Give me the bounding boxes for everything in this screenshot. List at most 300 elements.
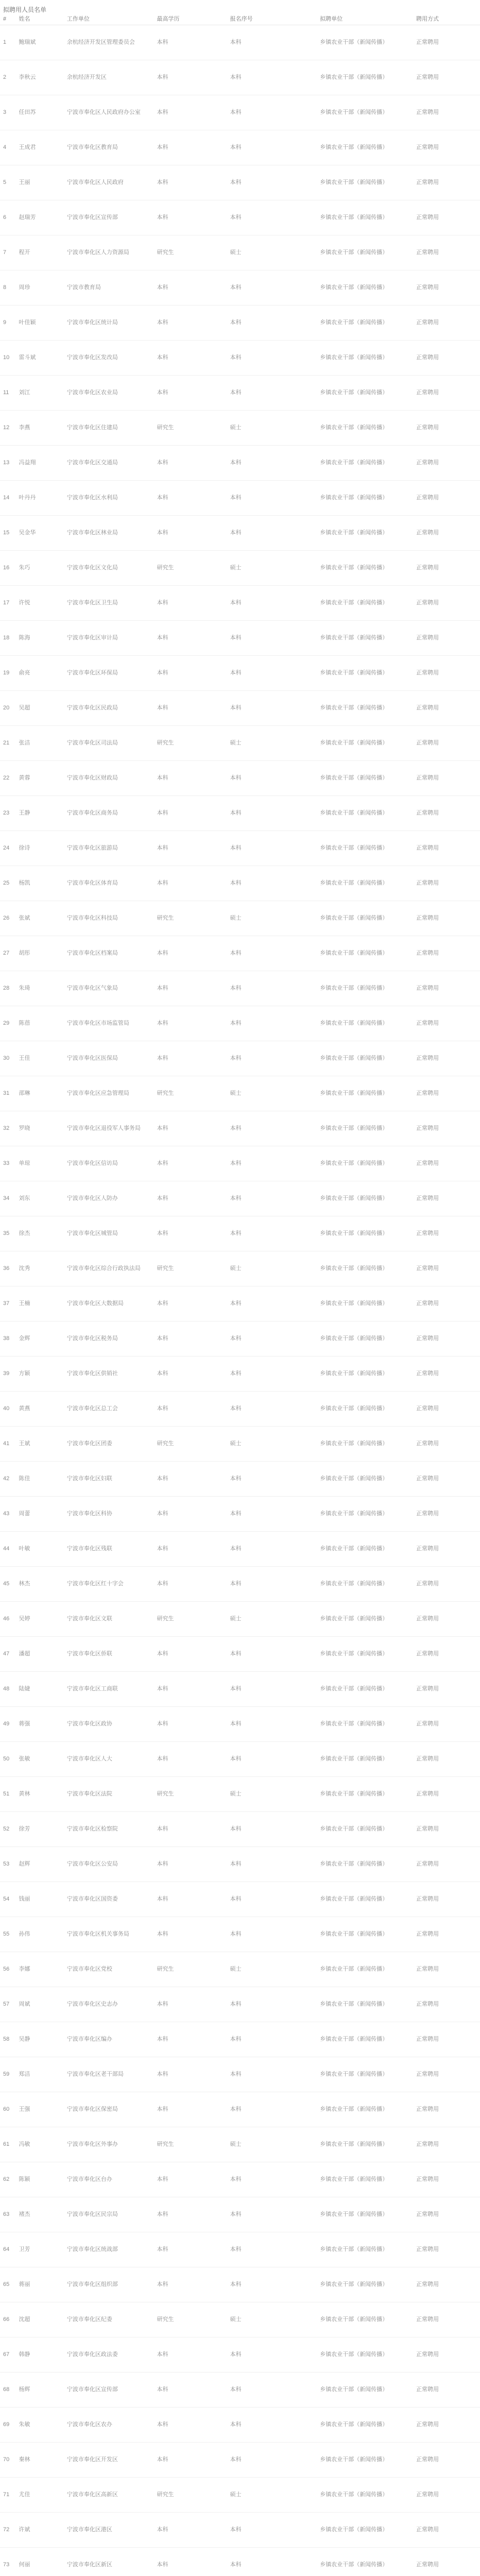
table-row xyxy=(0,796,480,831)
row-number: 4 xyxy=(0,130,18,165)
table-row xyxy=(0,25,480,60)
education: 研究生 xyxy=(156,411,229,446)
report-number: 本科 xyxy=(229,481,319,516)
education: 本科 xyxy=(156,60,229,95)
table-row xyxy=(0,2127,480,2162)
work-unit: 宁波市奉化区科技局 xyxy=(66,901,156,936)
hire-method: 正常聘用 xyxy=(415,200,480,235)
row-number: 8 xyxy=(0,270,18,306)
education: 本科 xyxy=(156,2337,229,2372)
row-number: 20 xyxy=(0,691,18,726)
report-number: 本科 xyxy=(229,1847,319,1882)
target-post: 乡镇农业干部（新闻传播） xyxy=(319,1707,415,1742)
hire-method: 正常聘用 xyxy=(415,2408,480,2443)
target-post: 乡镇农业干部（新闻传播） xyxy=(319,60,415,95)
report-number: 本科 xyxy=(229,1742,319,1777)
person-name: 杨辉 xyxy=(18,2372,66,2408)
work-unit: 宁波市奉化区旅游局 xyxy=(66,831,156,866)
education: 本科 xyxy=(156,1181,229,1216)
education: 本科 xyxy=(156,1111,229,1146)
target-post: 乡镇农业干部（新闻传播） xyxy=(319,2478,415,2513)
education: 本科 xyxy=(156,2092,229,2127)
row-number: 42 xyxy=(0,1462,18,1497)
education: 本科 xyxy=(156,2197,229,2232)
person-name: 吴金华 xyxy=(18,516,66,551)
target-post: 乡镇农业干部（新闻传播） xyxy=(319,1462,415,1497)
table-row xyxy=(0,2197,480,2232)
work-unit: 宁波市奉化区审计局 xyxy=(66,621,156,656)
header-no: # xyxy=(0,14,18,25)
hire-method: 正常聘用 xyxy=(415,586,480,621)
report-number: 本科 xyxy=(229,1672,319,1707)
row-number: 14 xyxy=(0,481,18,516)
table-row xyxy=(0,656,480,691)
table-row xyxy=(0,1392,480,1427)
report-number: 本科 xyxy=(229,1111,319,1146)
target-post: 乡镇农业干部（新闻传播） xyxy=(319,341,415,376)
hire-method: 正常聘用 xyxy=(415,901,480,936)
row-number: 39 xyxy=(0,1357,18,1392)
row-number: 37 xyxy=(0,1286,18,1321)
table-row xyxy=(0,376,480,411)
report-number: 本科 xyxy=(229,270,319,306)
header-number: 报名序号 xyxy=(229,14,319,25)
table-row xyxy=(0,726,480,761)
hire-method: 正常聘用 xyxy=(415,1672,480,1707)
person-name: 李燕 xyxy=(18,411,66,446)
person-name: 金辉 xyxy=(18,1321,66,1357)
education: 本科 xyxy=(156,1672,229,1707)
education: 本科 xyxy=(156,691,229,726)
work-unit: 宁波市奉化区住建局 xyxy=(66,411,156,446)
work-unit: 宁波市奉化区台办 xyxy=(66,2162,156,2197)
target-post: 乡镇农业干部（新闻传播） xyxy=(319,1111,415,1146)
hire-method: 正常聘用 xyxy=(415,691,480,726)
hire-method: 正常聘用 xyxy=(415,1497,480,1532)
report-number: 本科 xyxy=(229,1006,319,1041)
row-number: 70 xyxy=(0,2443,18,2478)
report-number: 硕士 xyxy=(229,411,319,446)
target-post: 乡镇农业干部（新闻传播） xyxy=(319,831,415,866)
row-number: 43 xyxy=(0,1497,18,1532)
person-name: 张斌 xyxy=(18,901,66,936)
target-post: 乡镇农业干部（新闻传播） xyxy=(319,2022,415,2057)
report-number: 本科 xyxy=(229,2267,319,2302)
report-number: 本科 xyxy=(229,2372,319,2408)
report-number: 硕士 xyxy=(229,1076,319,1111)
target-post: 乡镇农业干部（新闻传播） xyxy=(319,2162,415,2197)
row-number: 65 xyxy=(0,2267,18,2302)
person-name: 朱敏 xyxy=(18,2408,66,2443)
education: 研究生 xyxy=(156,1076,229,1111)
table-row xyxy=(0,831,480,866)
person-name: 王佳 xyxy=(18,1041,66,1076)
person-name: 雷斗斌 xyxy=(18,341,66,376)
report-number: 本科 xyxy=(229,1181,319,1216)
work-unit: 宁波市奉化区党校 xyxy=(66,1952,156,1987)
row-number: 51 xyxy=(0,1777,18,1812)
person-name: 任田苏 xyxy=(18,95,66,130)
education: 本科 xyxy=(156,481,229,516)
hire-method: 正常聘用 xyxy=(415,2232,480,2267)
person-name: 徐杰 xyxy=(18,1216,66,1251)
hire-method: 正常聘用 xyxy=(415,2443,480,2478)
person-name: 周斌 xyxy=(18,1987,66,2022)
work-unit: 宁波市奉化区综合行政执法局 xyxy=(66,1251,156,1286)
work-unit: 宁波市奉化区科协 xyxy=(66,1497,156,1532)
row-number: 40 xyxy=(0,1392,18,1427)
table-row xyxy=(0,2302,480,2337)
target-post: 乡镇农业干部（新闻传播） xyxy=(319,2337,415,2372)
work-unit: 宁波市奉化区文化局 xyxy=(66,551,156,586)
hire-method: 正常聘用 xyxy=(415,1076,480,1111)
row-number: 55 xyxy=(0,1917,18,1952)
work-unit: 宁波市奉化区大数据局 xyxy=(66,1286,156,1321)
report-number: 本科 xyxy=(229,2443,319,2478)
work-unit: 宁波市奉化区编办 xyxy=(66,2022,156,2057)
education: 本科 xyxy=(156,2057,229,2092)
education: 本科 xyxy=(156,1987,229,2022)
work-unit: 宁波市奉化区商务局 xyxy=(66,796,156,831)
hire-method: 正常聘用 xyxy=(415,2092,480,2127)
education: 本科 xyxy=(156,376,229,411)
table-row xyxy=(0,761,480,796)
work-unit: 宁波市奉化区医保局 xyxy=(66,1041,156,1076)
work-unit: 宁波市奉化区纪委 xyxy=(66,2302,156,2337)
table-row xyxy=(0,866,480,901)
row-number: 73 xyxy=(0,2548,18,2576)
table-row xyxy=(0,481,480,516)
work-unit: 宁波市奉化区残联 xyxy=(66,1532,156,1567)
education: 本科 xyxy=(156,2232,229,2267)
target-post: 乡镇农业干部（新闻传播） xyxy=(319,1952,415,1987)
target-post: 乡镇农业干部（新闻传播） xyxy=(319,1392,415,1427)
person-name: 李娜 xyxy=(18,1952,66,1987)
report-number: 本科 xyxy=(229,2092,319,2127)
report-number: 本科 xyxy=(229,1357,319,1392)
hire-method: 正常聘用 xyxy=(415,1952,480,1987)
table-row xyxy=(0,971,480,1006)
work-unit: 宁波市奉化区人民政府 xyxy=(66,165,156,200)
hire-method: 正常聘用 xyxy=(415,1111,480,1146)
report-number: 硕士 xyxy=(229,2127,319,2162)
hire-method: 正常聘用 xyxy=(415,1882,480,1917)
work-unit: 宁波市奉化区发改局 xyxy=(66,341,156,376)
report-number: 本科 xyxy=(229,1216,319,1251)
person-name: 张敏 xyxy=(18,1742,66,1777)
work-unit: 宁波市奉化区侨联 xyxy=(66,1637,156,1672)
work-unit: 宁波市奉化区总工会 xyxy=(66,1392,156,1427)
person-name: 许悦 xyxy=(18,586,66,621)
target-post: 乡镇农业干部（新闻传播） xyxy=(319,1216,415,1251)
hire-method: 正常聘用 xyxy=(415,235,480,270)
target-post: 乡镇农业干部（新闻传播） xyxy=(319,2513,415,2548)
target-post: 乡镇农业干部（新闻传播） xyxy=(319,1567,415,1602)
hire-method: 正常聘用 xyxy=(415,1251,480,1286)
target-post: 乡镇农业干部（新闻传播） xyxy=(319,376,415,411)
table-row xyxy=(0,1917,480,1952)
target-post: 乡镇农业干部（新闻传播） xyxy=(319,901,415,936)
work-unit: 宁波市奉化区档案局 xyxy=(66,936,156,971)
hire-method: 正常聘用 xyxy=(415,621,480,656)
person-name: 尤佳 xyxy=(18,2478,66,2513)
person-name: 单琼 xyxy=(18,1146,66,1181)
education: 研究生 xyxy=(156,1251,229,1286)
person-name: 徐芳 xyxy=(18,1812,66,1847)
person-name: 刘东 xyxy=(18,1181,66,1216)
target-post: 乡镇农业干部（新闻传播） xyxy=(319,446,415,481)
education: 本科 xyxy=(156,306,229,341)
education: 本科 xyxy=(156,1497,229,1532)
person-name: 叶敏 xyxy=(18,1532,66,1567)
target-post: 乡镇农业干部（新闻传播） xyxy=(319,1286,415,1321)
education: 本科 xyxy=(156,1567,229,1602)
row-number: 5 xyxy=(0,165,18,200)
report-number: 本科 xyxy=(229,1041,319,1076)
table-row xyxy=(0,1006,480,1041)
row-number: 69 xyxy=(0,2408,18,2443)
target-post: 乡镇农业干部（新闻传播） xyxy=(319,1427,415,1462)
report-number: 本科 xyxy=(229,971,319,1006)
education: 本科 xyxy=(156,1847,229,1882)
report-number: 本科 xyxy=(229,621,319,656)
table-row xyxy=(0,341,480,376)
target-post: 乡镇农业干部（新闻传播） xyxy=(319,2302,415,2337)
report-number: 本科 xyxy=(229,1707,319,1742)
report-number: 本科 xyxy=(229,1917,319,1952)
education: 本科 xyxy=(156,1917,229,1952)
report-number: 硕士 xyxy=(229,1251,319,1286)
row-number: 62 xyxy=(0,2162,18,2197)
target-post: 乡镇农业干部（新闻传播） xyxy=(319,1146,415,1181)
hire-method: 正常聘用 xyxy=(415,1181,480,1216)
hire-method: 正常聘用 xyxy=(415,306,480,341)
hire-method: 正常聘用 xyxy=(415,25,480,60)
hire-method: 正常聘用 xyxy=(415,1146,480,1181)
target-post: 乡镇农业干部（新闻传播） xyxy=(319,1181,415,1216)
person-name: 潘超 xyxy=(18,1637,66,1672)
row-number: 10 xyxy=(0,341,18,376)
education: 本科 xyxy=(156,1321,229,1357)
education: 本科 xyxy=(156,2443,229,2478)
target-post: 乡镇农业干部（新闻传播） xyxy=(319,691,415,726)
person-name: 王丽 xyxy=(18,165,66,200)
row-number: 68 xyxy=(0,2372,18,2408)
person-name: 卫芳 xyxy=(18,2232,66,2267)
target-post: 乡镇农业干部（新闻传播） xyxy=(319,656,415,691)
education: 本科 xyxy=(156,586,229,621)
person-name: 赵瑞芳 xyxy=(18,200,66,235)
education: 本科 xyxy=(156,656,229,691)
person-name: 陈海 xyxy=(18,621,66,656)
education: 本科 xyxy=(156,1286,229,1321)
report-number: 本科 xyxy=(229,1497,319,1532)
target-post: 乡镇农业干部（新闻传播） xyxy=(319,165,415,200)
person-name: 蒋丽 xyxy=(18,2267,66,2302)
person-name: 林杰 xyxy=(18,1567,66,1602)
education: 本科 xyxy=(156,796,229,831)
education: 本科 xyxy=(156,1742,229,1777)
table-row xyxy=(0,1672,480,1707)
row-number: 45 xyxy=(0,1567,18,1602)
person-name: 郑洁 xyxy=(18,2057,66,2092)
report-number: 本科 xyxy=(229,656,319,691)
education: 研究生 xyxy=(156,1602,229,1637)
person-name: 邵琳 xyxy=(18,1076,66,1111)
work-unit: 宁波市奉化区妇联 xyxy=(66,1462,156,1497)
education: 本科 xyxy=(156,446,229,481)
person-name: 蒋强 xyxy=(18,1707,66,1742)
hire-method: 正常聘用 xyxy=(415,796,480,831)
work-unit: 宁波市奉化区工商联 xyxy=(66,1672,156,1707)
hire-method: 正常聘用 xyxy=(415,1707,480,1742)
person-name: 王成君 xyxy=(18,130,66,165)
row-number: 67 xyxy=(0,2337,18,2372)
hire-method: 正常聘用 xyxy=(415,1602,480,1637)
person-name: 刘江 xyxy=(18,376,66,411)
target-post: 乡镇农业干部（新闻传播） xyxy=(319,1882,415,1917)
target-post: 乡镇农业干部（新闻传播） xyxy=(319,481,415,516)
report-number: 本科 xyxy=(229,2232,319,2267)
person-name: 周珍 xyxy=(18,270,66,306)
table-row xyxy=(0,621,480,656)
table-row xyxy=(0,1251,480,1286)
hire-method: 正常聘用 xyxy=(415,1567,480,1602)
row-number: 52 xyxy=(0,1812,18,1847)
person-name: 沈超 xyxy=(18,2302,66,2337)
row-number: 18 xyxy=(0,621,18,656)
table-row xyxy=(0,1847,480,1882)
target-post: 乡镇农业干部（新闻传播） xyxy=(319,1532,415,1567)
work-unit: 宁波市奉化区宣传部 xyxy=(66,200,156,235)
hire-method: 正常聘用 xyxy=(415,866,480,901)
hire-method: 正常聘用 xyxy=(415,2127,480,2162)
target-post: 乡镇农业干部（新闻传播） xyxy=(319,2092,415,2127)
work-unit: 宁波市奉化区新区 xyxy=(66,2548,156,2576)
target-post: 乡镇农业干部（新闻传播） xyxy=(319,1987,415,2022)
education: 本科 xyxy=(156,1882,229,1917)
report-number: 硕士 xyxy=(229,1952,319,1987)
person-name: 周蕾 xyxy=(18,1497,66,1532)
work-unit: 宁波市奉化区财政局 xyxy=(66,761,156,796)
report-number: 硕士 xyxy=(229,235,319,270)
table-row xyxy=(0,1321,480,1357)
row-number: 33 xyxy=(0,1146,18,1181)
target-post: 乡镇农业干部（新闻传播） xyxy=(319,516,415,551)
target-post: 乡镇农业干部（新闻传播） xyxy=(319,235,415,270)
target-post: 乡镇农业干部（新闻传播） xyxy=(319,1602,415,1637)
table-row xyxy=(0,2443,480,2478)
target-post: 乡镇农业干部（新闻传播） xyxy=(319,586,415,621)
education: 本科 xyxy=(156,2372,229,2408)
table-row xyxy=(0,165,480,200)
work-unit: 宁波市奉化区城管局 xyxy=(66,1216,156,1251)
table-row xyxy=(0,691,480,726)
roster-table xyxy=(0,14,480,2576)
target-post: 乡镇农业干部（新闻传播） xyxy=(319,2443,415,2478)
work-unit: 宁波市奉化区人大 xyxy=(66,1742,156,1777)
target-post: 乡镇农业干部（新闻传播） xyxy=(319,1917,415,1952)
work-unit: 宁波市奉化区人防办 xyxy=(66,1181,156,1216)
target-post: 乡镇农业干部（新闻传播） xyxy=(319,551,415,586)
report-number: 本科 xyxy=(229,1567,319,1602)
education: 本科 xyxy=(156,130,229,165)
row-number: 63 xyxy=(0,2197,18,2232)
work-unit: 宁波市奉化区法院 xyxy=(66,1777,156,1812)
target-post: 乡镇农业干部（新闻传播） xyxy=(319,2197,415,2232)
work-unit: 宁波市奉化区应急管理局 xyxy=(66,1076,156,1111)
person-name: 朱琦 xyxy=(18,971,66,1006)
table-row xyxy=(0,2232,480,2267)
target-post: 乡镇农业干部（新闻传播） xyxy=(319,1847,415,1882)
hire-method: 正常聘用 xyxy=(415,1006,480,1041)
page-title: 拟聘用人员名单 xyxy=(3,6,47,13)
work-unit: 宁波市奉化区市场监管局 xyxy=(66,1006,156,1041)
person-name: 褚杰 xyxy=(18,2197,66,2232)
hire-method: 正常聘用 xyxy=(415,130,480,165)
education: 研究生 xyxy=(156,1427,229,1462)
hire-method: 正常聘用 xyxy=(415,376,480,411)
report-number: 硕士 xyxy=(229,2302,319,2337)
education: 本科 xyxy=(156,971,229,1006)
work-unit: 宁波市奉化区组织部 xyxy=(66,2267,156,2302)
work-unit: 宁波市奉化区教育局 xyxy=(66,130,156,165)
education: 研究生 xyxy=(156,2302,229,2337)
education: 研究生 xyxy=(156,1952,229,1987)
report-number: 本科 xyxy=(229,936,319,971)
table-row xyxy=(0,411,480,446)
row-number: 19 xyxy=(0,656,18,691)
person-name: 方颖 xyxy=(18,1357,66,1392)
table-row xyxy=(0,130,480,165)
person-name: 钱丽 xyxy=(18,1882,66,1917)
table-header-row xyxy=(0,14,480,25)
work-unit: 宁波市奉化区政法委 xyxy=(66,2337,156,2372)
row-number: 66 xyxy=(0,2302,18,2337)
work-unit: 宁波市奉化区宣传部 xyxy=(66,2372,156,2408)
hire-method: 正常聘用 xyxy=(415,2337,480,2372)
hire-method: 正常聘用 xyxy=(415,831,480,866)
target-post: 乡镇农业干部（新闻传播） xyxy=(319,1041,415,1076)
work-unit: 宁波市奉化区保密局 xyxy=(66,2092,156,2127)
table-row xyxy=(0,516,480,551)
report-number: 硕士 xyxy=(229,726,319,761)
hire-method: 正常聘用 xyxy=(415,2513,480,2548)
table-row xyxy=(0,1882,480,1917)
work-unit: 宁波市教育局 xyxy=(66,270,156,306)
row-number: 9 xyxy=(0,306,18,341)
hire-method: 正常聘用 xyxy=(415,60,480,95)
target-post: 乡镇农业干部（新闻传播） xyxy=(319,1637,415,1672)
table-row xyxy=(0,1357,480,1392)
row-number: 28 xyxy=(0,971,18,1006)
work-unit: 宁波市奉化区港区 xyxy=(66,2513,156,2548)
row-number: 7 xyxy=(0,235,18,270)
report-number: 本科 xyxy=(229,2162,319,2197)
report-number: 本科 xyxy=(229,1286,319,1321)
row-number: 11 xyxy=(0,376,18,411)
row-number: 30 xyxy=(0,1041,18,1076)
report-number: 本科 xyxy=(229,341,319,376)
education: 本科 xyxy=(156,25,229,60)
table-row xyxy=(0,1952,480,1987)
person-name: 陈佳 xyxy=(18,1462,66,1497)
person-name: 吴婷 xyxy=(18,1602,66,1637)
target-post: 乡镇农业干部（新闻传播） xyxy=(319,411,415,446)
table-row xyxy=(0,1216,480,1251)
row-number: 32 xyxy=(0,1111,18,1146)
work-unit: 宁波市奉化区卫生局 xyxy=(66,586,156,621)
